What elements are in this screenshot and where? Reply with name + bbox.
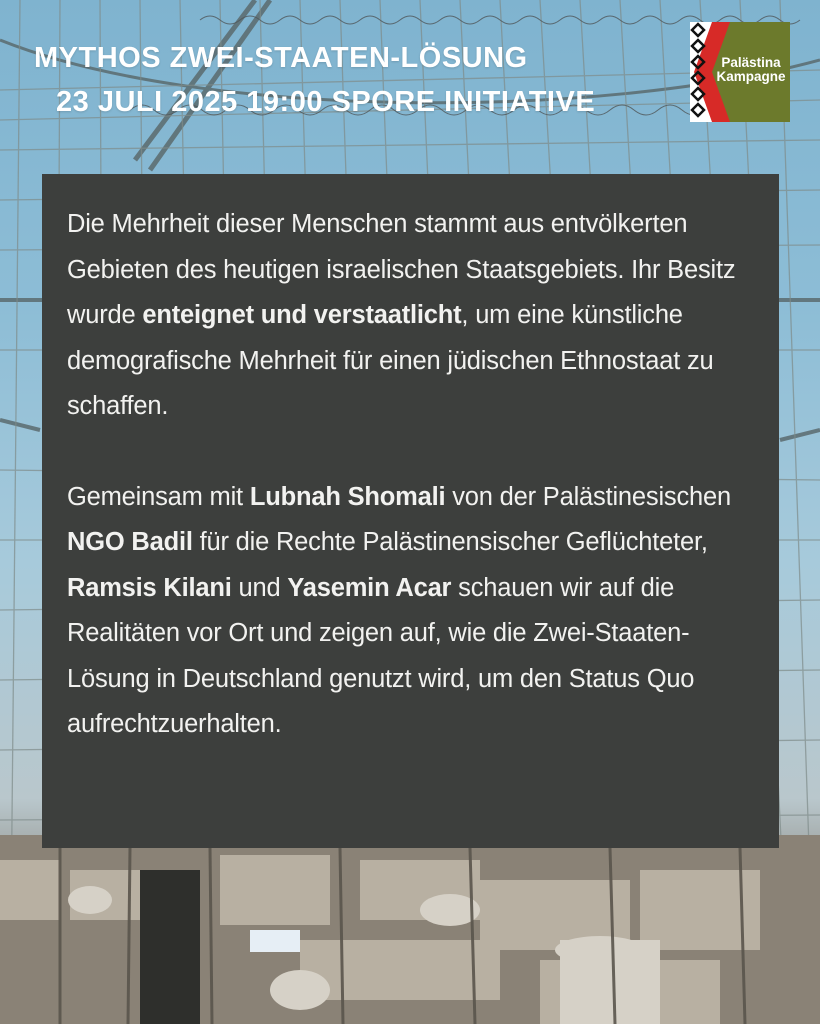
paragraph-2	[67, 475, 753, 748]
speaker-lubnah-shomali: Lubnah Shomali	[249, 482, 446, 511]
logo-text-line2: Kampagne	[716, 69, 786, 84]
p2-text-3: für die Rechte Palästinensischer Geflüchteter,	[192, 528, 708, 556]
p2-text-2: von der Palästinesischen	[445, 482, 731, 511]
p2-text-1: Gemeinsam mit	[67, 482, 250, 511]
p2-text-5: schauen wir auf die Realitäten vor Ort und zeigen auf, wie die Zwei-Staaten-Lösung in Deutschland genutzt wird, um den Status Quo aufrechtzuerhalten.	[67, 573, 695, 738]
event-title: MYTHOS ZWEI-STAATEN-LÖSUNG	[34, 42, 528, 74]
p1-text-1: Die Mehrheit dieser Menschen stammt aus entvölkerten Gebieten des heutigen israelischen Staatsgebiets. Ihr Besitz wurde	[67, 210, 736, 329]
speaker-yasemin-acar: Yasemin Acar	[287, 573, 452, 602]
speaker-ramsis-kilani: Ramsis Kilani	[67, 573, 232, 602]
p1-bold-1: enteignet und verstaatlicht	[142, 301, 462, 329]
p2-text-4: und	[231, 573, 288, 602]
p1-text-2: , um eine künstliche demografische Mehrheit für einen jüdischen Ethnostaat zu schaffen.	[67, 301, 714, 420]
paragraph-1	[67, 202, 753, 430]
text-panel	[42, 174, 779, 848]
event-date-location: 23 JULI 2025 19:00 SPORE INITIATIVE	[56, 86, 596, 118]
logo-text-line1: Palästina	[721, 55, 781, 70]
logo-text	[708, 56, 794, 84]
event-header	[34, 36, 595, 124]
org-ngo-badil: NGO Badil	[67, 528, 193, 556]
